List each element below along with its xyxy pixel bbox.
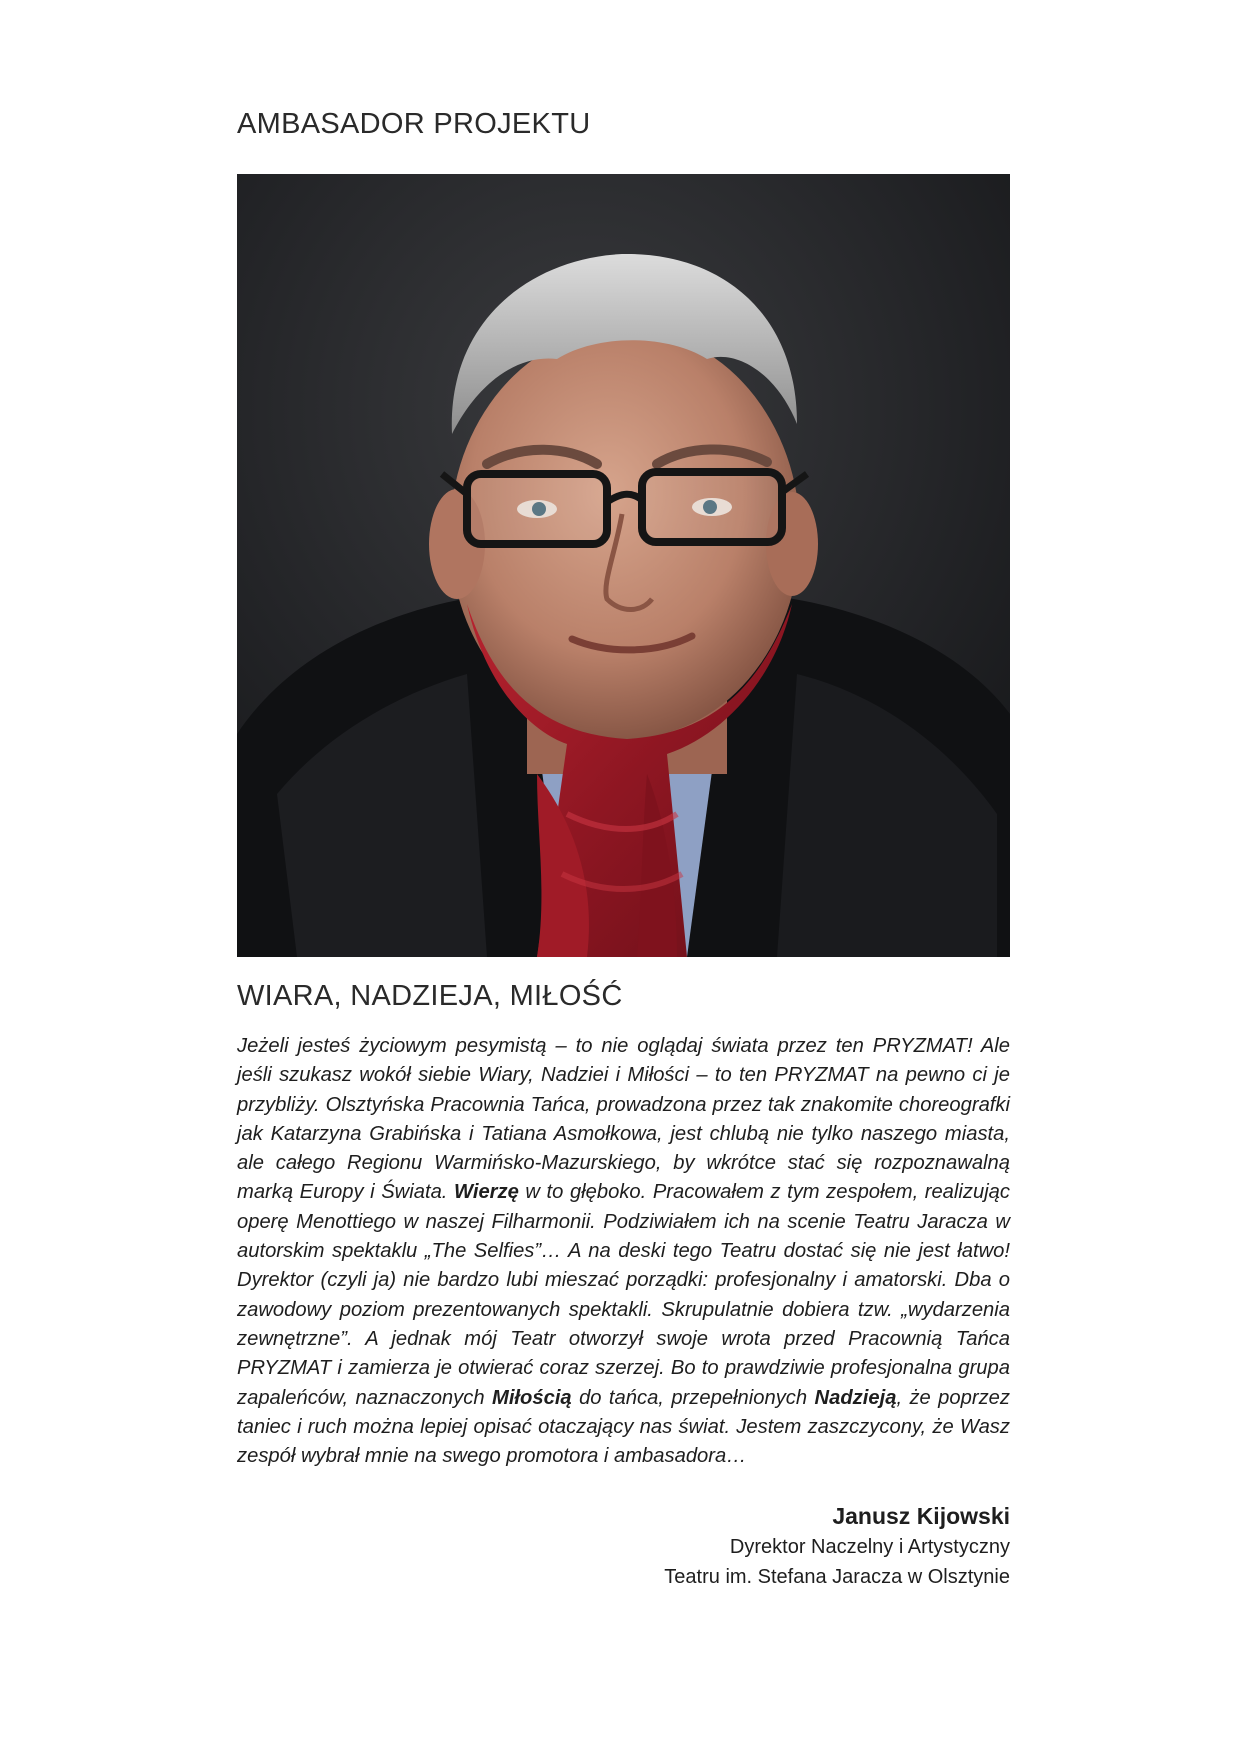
body-segment: w to głęboko. Pracowałem z tym zespołem, realizując operę Menottiego w naszej Filharmonii. Podziwiałem ich na scenie Teatru Jaracza w autorskim spektaklu „The Selfies”… A na deski tego Teatru dostać się nie jest łatwo! Dyrektor (czyli ja) nie bardzo lubi mieszać porządki: profesjonalny i amatorski. Dba o zawodowy poziom prezentowanych spektakli. Skrupulatnie dobiera tzw. „wydarzenia zewnętrzne”. A jednak mój Teatr otworzył swoje wrota przed Pracownią Tańca PRYZMAT i zamierza je otwierać coraz szerzej. Bo to prawdziwie profesjonalna grupa zapaleńców, naznaczonych xyxy=(237,1181,1011,1409)
signature-institution: Teatru im. Stefana Jaracza w Olsztynie xyxy=(664,1566,1010,1588)
body-segment: Jeżeli jesteś życiowym pesymistą – to nie oglądaj świata przez ten PRYZMAT! Ale jeśli szukasz wokół siebie Wiary, Nadziei i Miłości – to ten PRYZMAT na pewno ci je przybliży. Olsztyńska Pracownia Tańca, prowadzona przez tak znakomite choreografki jak Katarzyna Grabińska i Tatiana Asmołkowa, jest chlubą nie tylko naszego miasta, ale całego Regionu Warmińsko-Mazurskiego, by wkrótce stać się rozpoznawalną marką Europy i Świata. xyxy=(237,1035,1010,1204)
body-segment: , że poprzez taniec i ruch można lepiej opisać otaczający nas świat. Jestem zaszczycony, że Wasz zespół wybrał mnie na swego promotora i ambasadora… xyxy=(237,1386,1011,1468)
body-segment: do tańca, przepełnionych xyxy=(571,1386,815,1409)
portrait-illustration xyxy=(237,174,1010,957)
article-title: WIARA, NADZIEJA, MIŁOŚĆ xyxy=(237,980,623,1012)
signature-name: Janusz Kijowski xyxy=(832,1503,1010,1529)
body-emphasis: Miłością xyxy=(492,1386,572,1409)
section-heading: AMBASADOR PROJEKTU xyxy=(237,108,591,140)
portrait-photo xyxy=(237,174,1010,957)
body-emphasis: Nadzieją xyxy=(814,1386,897,1409)
article-body xyxy=(237,1032,1010,1471)
body-emphasis: Wierzę xyxy=(453,1181,519,1204)
signature-block xyxy=(664,1500,1010,1592)
signature-role: Dyrektor Naczelny i Artystyczny xyxy=(729,1536,1010,1558)
